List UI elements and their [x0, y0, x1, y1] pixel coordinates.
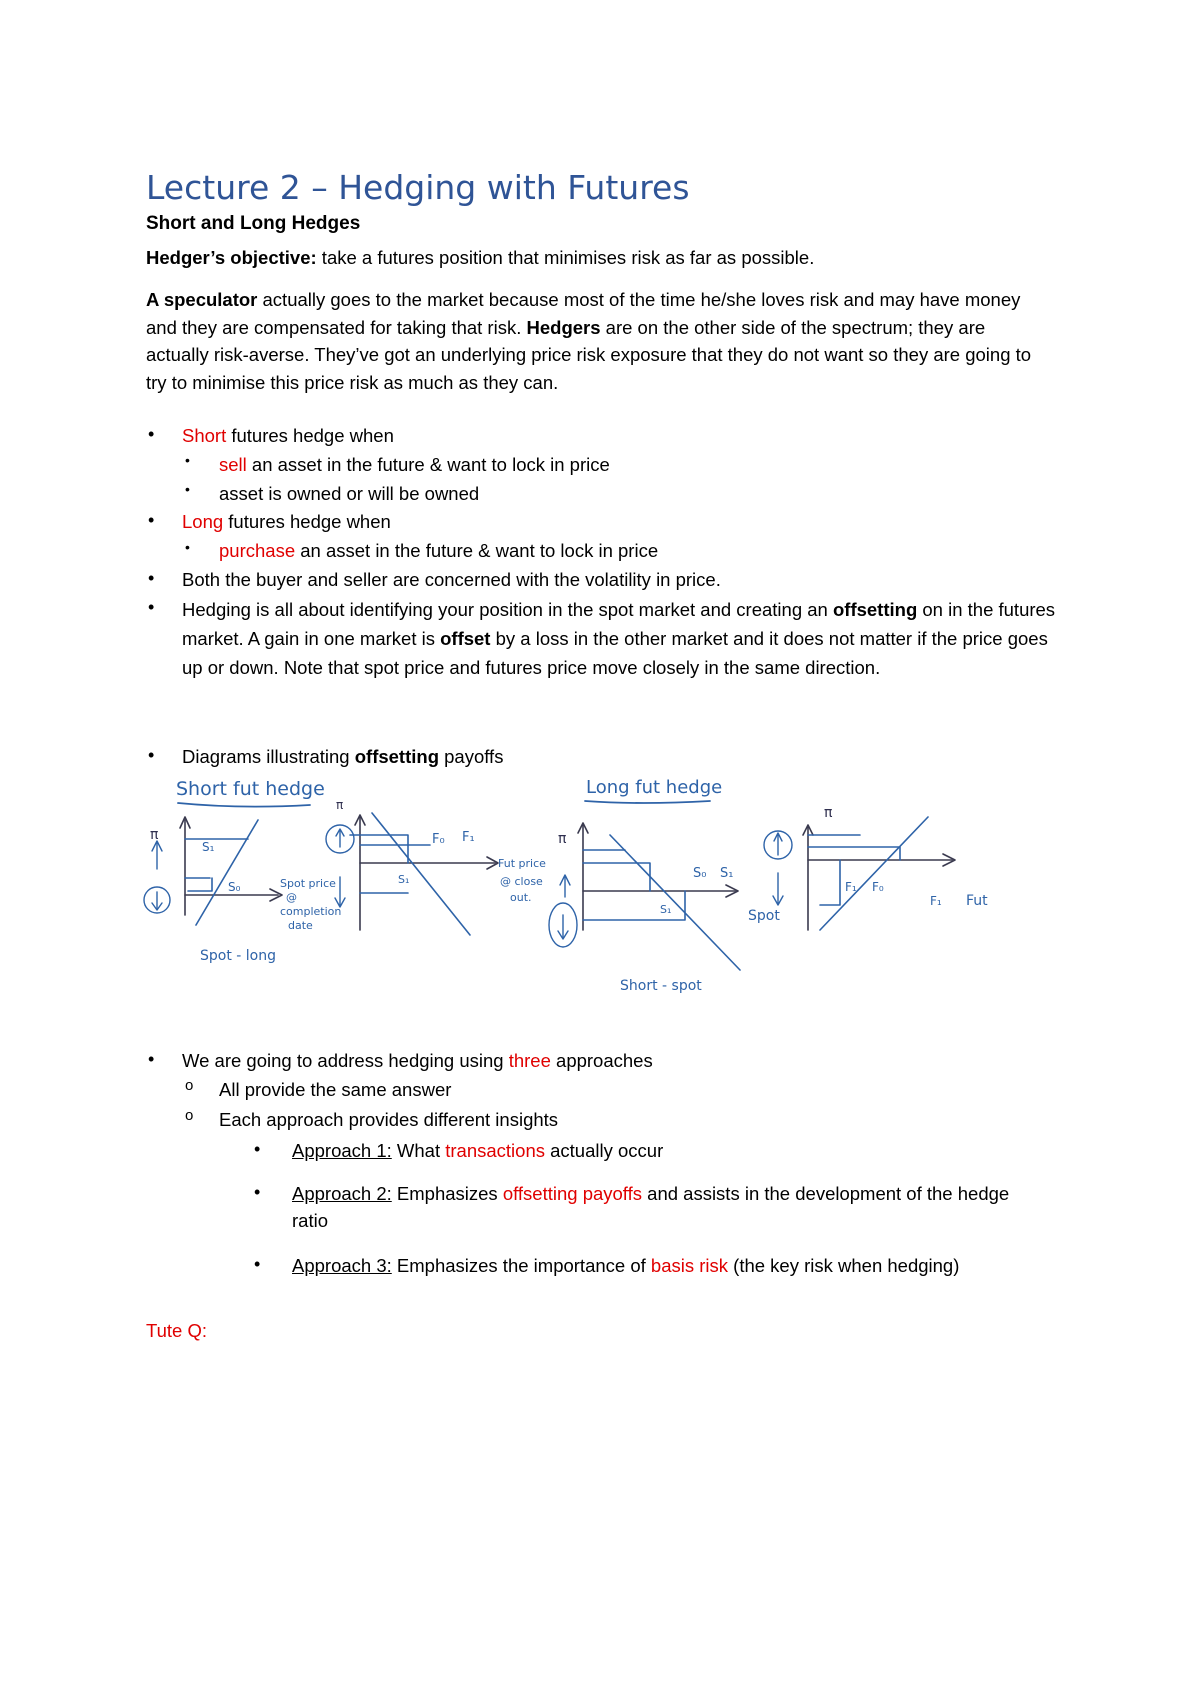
pi-label: π — [336, 798, 344, 812]
bullet-marker: • — [254, 1182, 261, 1202]
diagram4-arrows — [764, 831, 792, 905]
spot-label: Spot — [748, 908, 780, 924]
speculator-lead: A speculator — [146, 289, 258, 310]
s1-label: S₁ — [660, 903, 672, 916]
f0-label: F₀ — [872, 880, 884, 894]
pi-label: π — [824, 805, 833, 821]
section-heading: Short and Long Hedges — [146, 213, 361, 234]
bullet-marker: • — [148, 1049, 155, 1069]
f1-label: F₁ — [845, 880, 857, 894]
bullet-marker: • — [148, 597, 155, 617]
bullet-marker-o: o — [185, 1107, 194, 1124]
bullet-marker-o: o — [185, 1077, 194, 1094]
payoff-diagrams — [140, 765, 1030, 1010]
fut-label: Fut — [966, 893, 988, 909]
pi-label: π — [558, 831, 567, 847]
short-hedge-title-underline — [178, 803, 310, 807]
list-item-different-insights: Each approach provides different insights — [219, 1109, 559, 1130]
pi-label: π — [150, 827, 159, 843]
objective-paragraph — [146, 244, 1046, 272]
list-item-hedging-explained: Hedging is all about identifying your position in the spot market and creating an offsetting on in the futures market. A gain in one market is offset by a loss in the other market and it does not matter if the price goes up or down. Note that spot price and futures price move closely in the same direction. — [182, 599, 1056, 678]
fut-price-label: Fut price — [498, 857, 546, 870]
f1-label: F₁ — [930, 894, 942, 908]
s1-label: S₁ — [398, 873, 410, 886]
bullet-marker: • — [254, 1254, 261, 1274]
bullet-marker: • — [185, 452, 190, 468]
bullet-marker: • — [148, 745, 155, 765]
at-close-label: @ close — [500, 875, 543, 888]
date-label: date — [288, 919, 313, 932]
bullet-marker: • — [254, 1139, 261, 1159]
out-label: out. — [510, 891, 532, 904]
list-item-approach-1: Approach 1: What transactions actually occur — [292, 1140, 664, 1161]
list-item-approaches-intro: We are going to address hedging using three approaches — [182, 1050, 653, 1071]
bullet-marker: • — [185, 539, 190, 555]
page-title: Lecture 2 – Hedging with Futures — [146, 168, 690, 207]
list-item-same-answer: All provide the same answer — [219, 1079, 452, 1100]
s0-label: S₀ — [228, 880, 241, 894]
spot-long-label: Spot - long — [200, 948, 276, 964]
s1-label: S₁ — [202, 840, 215, 854]
diagram4-lines — [808, 817, 928, 930]
long-hedge-title-underline — [585, 801, 710, 803]
at-label: @ — [286, 891, 297, 904]
diagram2-arrows — [326, 825, 354, 907]
hedgers-term: Hedgers — [526, 316, 601, 338]
diagram1-arrows — [144, 841, 170, 913]
objective-text: take a futures position that minimises risk as far as possible. — [316, 247, 815, 268]
diagram2-axes — [355, 815, 498, 930]
speculator-paragraph: A speculator actually goes to the market because most of the time he/she loves risk and may have money and they are compensated for taking that risk. Hedgers are on the other side of the spectrum; they are actually risk-averse. They’ve got an underlying price risk exposure that they do not want so they are going to try to minimise this price risk as much as they can. — [146, 289, 1032, 393]
list-item-approach-3: Approach 3: Emphasizes the importance of basis risk (the key risk when hedging) — [292, 1255, 960, 1276]
bullet-marker: • — [148, 510, 155, 530]
bullet-marker: • — [185, 481, 190, 497]
diagram1-lines — [185, 820, 258, 925]
objective-label: Hedger’s objective: — [146, 247, 317, 268]
diagram2-lines — [350, 813, 470, 935]
list-item-diagrams: Diagrams illustrating offsetting payoffs — [182, 746, 504, 767]
f1-label: F₁ — [462, 830, 475, 845]
f0-label: F₀ — [432, 832, 445, 847]
tute-question-label: Tute Q: — [146, 1320, 208, 1341]
list-item-long-hedge: Long futures hedge when — [182, 511, 391, 532]
short-spot-label: Short - spot — [620, 978, 702, 994]
list-item-sell: sell an asset in the future & want to lock in price — [219, 454, 610, 475]
list-item-owned: asset is owned or will be owned — [219, 483, 480, 504]
diagram3-arrows — [549, 875, 577, 947]
diagram3-axes — [578, 823, 738, 930]
list-item-purchase: purchase an asset in the future & want to lock in price — [219, 540, 659, 561]
long-hedge-title: Long fut hedge — [586, 777, 723, 798]
s1-label: S₁ — [720, 866, 734, 881]
bullet-marker: • — [148, 424, 155, 444]
list-item-short-hedge: Short futures hedge when — [182, 425, 394, 446]
s0-label: S₀ — [693, 866, 707, 881]
spot-price-label: Spot price — [280, 877, 336, 890]
diagram4-axes — [803, 825, 955, 930]
completion-label: completion — [280, 905, 342, 918]
bullet-marker: • — [148, 568, 155, 588]
short-hedge-title: Short fut hedge — [176, 778, 325, 800]
list-item-volatility: Both the buyer and seller are concerned with the volatility in price. — [182, 569, 721, 590]
list-item-approach-2: Approach 2: Emphasizes offsetting payoffs and assists in the development of the hedge ratio — [292, 1183, 1010, 1231]
